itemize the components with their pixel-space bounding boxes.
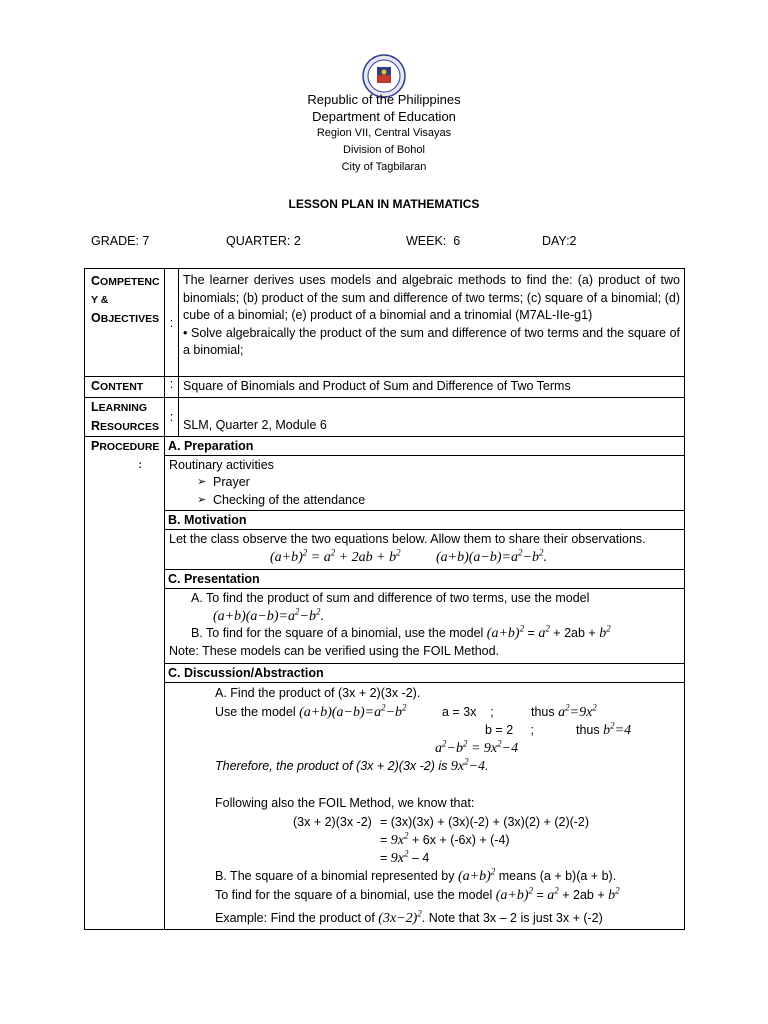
presentation-a: A. To find the product of sum and difference of two terms, use the model [191,591,590,605]
competency-text: The learner derives uses models and algebraic methods to find the: (a) product of two binomials; (b) product of the sum and difference of two terms; (c) square of a binomial; (d) cube of a binomial; (e) product of a binomial and a trinomial (M7AL-IIe-g1) • Solve algebraically the product of the sum and difference of two terms and the square of a binomial; [179,269,685,377]
presentation-heading-row [85,570,685,589]
arrow-bullet-icon: ➢ [197,476,207,488]
discussion-model-line: Use the model $(a+b)(a-b)=a^2-b^2$ a = 3x ; thus $a^2=9x^2$ [215,702,597,720]
procedure-row [85,436,685,455]
header-city: City of Tagbilaran [341,161,427,173]
header-department: Department of Education [312,109,456,124]
competency-label: COMPETENC Y & OBJECTIVES [85,269,165,377]
resources-row [85,397,685,436]
routinary-text: Routinary activities [169,457,274,472]
foil-step-3: = $9x^2 - 4$ [380,848,430,866]
presentation-content [165,589,685,664]
discussion-heading: C. Discussion/Abstraction [165,664,685,683]
page-title: LESSON PLAN IN MATHEMATICS [288,197,480,211]
preparation-row [85,455,685,511]
motivation-row [85,530,685,570]
procedure-label: PROCEDURE : [85,436,165,930]
prep-item-attendance: ➢ Checking of the attendance [191,492,680,510]
content-text: Square of Binomials and Product of Sum and Difference of Two Terms [179,377,685,398]
header-division: Division of Bohol [343,144,425,156]
discussion-content [165,683,685,930]
resources-text: SLM, Quarter 2, Module 6 [179,397,685,436]
presentation-note: Note: These models can be verified using the FOIL Method. [169,643,500,658]
sum-diff-formula: $(a+b)(a-b)=a^2-b^2$. [436,546,547,565]
header-region: Region VII, Central Visayas [316,127,452,139]
motivation-equations [169,546,680,567]
resources-label: LEARNING RESOURCES [85,397,165,436]
motivation-heading: B. Motivation [165,511,685,530]
resources-colon: : [165,397,179,436]
presentation-a-model: $(a+b)(a-b)=a^2-b^2$. [213,605,324,624]
grade-label: GRADE: 7 [91,234,150,248]
square-formula: $(a+b)^2 = a^2 + 2ab + b^2$ [270,546,401,565]
preparation-content [165,455,685,511]
day-label: DAY:2 [542,234,577,248]
lesson-plan-table [84,268,685,930]
discussion-b-model: To find for the square of a binomial, use the model $(a+b)^2 = a^2 + 2ab + b^2$ [215,885,620,903]
prep-item-prayer: ➢ Prayer [191,474,680,492]
discussion-b: B. The square of a binomial represented by $(a+b)^2$ means (a + b)(a + b). [215,866,617,884]
discussion-heading-row [85,664,685,683]
arrow-bullet-icon: ➢ [197,493,207,506]
competency-row [85,269,685,377]
motivation-content [165,530,685,570]
discussion-therefore: Therefore, the product of (3x + 2)(3x -2) is $9x^2-4$. [215,756,489,774]
discussion-foil: Following also the FOIL Method, we know that: [215,796,475,810]
presentation-heading: C. Presentation [165,570,685,589]
discussion-row [85,683,685,930]
presentation-row [85,589,685,664]
content-row [85,377,685,398]
discussion-b-line: b = 2 ; thus $b^2=4$ [485,720,632,738]
discussion-result: $a^2-b^2 = 9x^2-4$ [435,738,519,756]
presentation-b: B. To find for the square of a binomial, use the model $(a+b)^2 = a^2 + 2ab + b^2$ [191,623,611,641]
preparation-heading: A. Preparation [165,436,685,455]
quarter-label: QUARTER: 2 [226,234,301,248]
motivation-text: Let the class observe the two equations below. Allow them to share their observations. [169,532,646,546]
content-colon: : [165,377,179,398]
competency-colon: : [165,269,179,377]
motivation-heading-row [85,511,685,530]
week-label: WEEK: 6 [406,234,461,248]
foil-step-2: = $9x^2 + 6x + (-6x) + (-4)$ [380,830,510,848]
discussion-example: Example: Find the product of $(3x-2)^2$. Note that 3x – 2 is just 3x + (-2) [215,908,603,926]
header-republic: Republic of the Philippines [307,92,461,107]
content-label: CONTENT [85,377,165,398]
foil-step-1: (3x + 2)(3x -2) = (3x)(3x) + (3x)(-2) + (3x)(2) + (2)(-2) [293,815,590,829]
discussion-a: A. Find the product of (3x + 2)(3x -2). [215,686,421,700]
